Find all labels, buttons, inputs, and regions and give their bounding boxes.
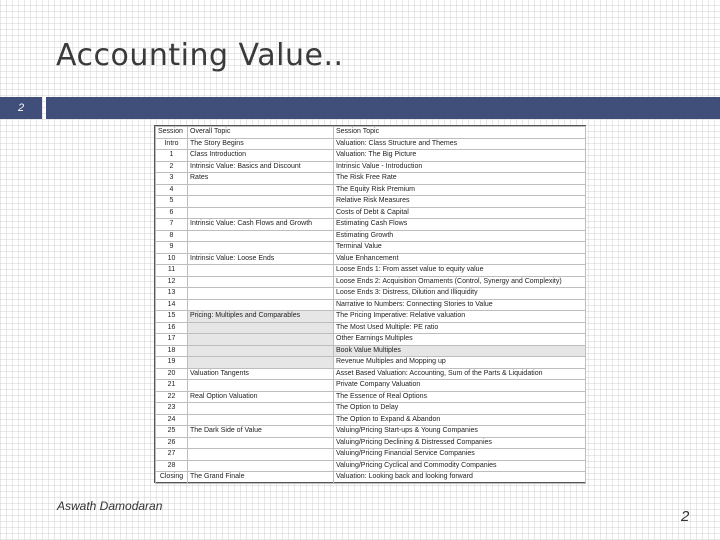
table-row [156, 311, 586, 323]
cell-overall [188, 242, 334, 254]
cell-topic: Valuing/Pricing Financial Service Companies [334, 449, 586, 461]
header-session-topic: Session Topic [334, 127, 586, 139]
table-row [156, 449, 586, 461]
cell-overall [188, 196, 334, 208]
cell-topic: Revenue Multiples and Mopping up [334, 357, 586, 369]
table-row [156, 322, 586, 334]
cell-overall: Intrinsic Value: Loose Ends [188, 253, 334, 265]
slide-title: Accounting Value.. [56, 38, 344, 73]
cell-topic: Estimating Growth [334, 230, 586, 242]
cell-session: 4 [156, 184, 188, 196]
cell-session: 5 [156, 196, 188, 208]
header-overall-topic: Overall Topic [188, 127, 334, 139]
table-row [156, 161, 586, 173]
cell-session: 21 [156, 380, 188, 392]
cell-overall: The Story Begins [188, 138, 334, 150]
cell-session: 8 [156, 230, 188, 242]
page-number-badge-text: 2 [17, 102, 25, 114]
cell-session: 27 [156, 449, 188, 461]
table-row [156, 345, 586, 357]
table-row [156, 196, 586, 208]
cell-overall [188, 207, 334, 219]
cell-topic: The Essence of Real Options [334, 391, 586, 403]
cell-overall [188, 299, 334, 311]
cell-overall: The Grand Finale [188, 472, 334, 484]
cell-topic: Private Company Valuation [334, 380, 586, 392]
cell-session: 22 [156, 391, 188, 403]
cell-overall [188, 345, 334, 357]
cell-session: 19 [156, 357, 188, 369]
table-row [156, 138, 586, 150]
cell-session: 3 [156, 173, 188, 185]
cell-overall: Real Option Valuation [188, 391, 334, 403]
cell-overall: Class Introduction [188, 150, 334, 162]
cell-topic: Loose Ends 1: From asset value to equity value [334, 265, 586, 277]
cell-session: 26 [156, 437, 188, 449]
cell-session: 2 [156, 161, 188, 173]
cell-overall [188, 437, 334, 449]
cell-topic: Relative Risk Measures [334, 196, 586, 208]
cell-overall [188, 380, 334, 392]
cell-overall: Valuation Tangents [188, 368, 334, 380]
table-row [156, 368, 586, 380]
table-row [156, 276, 586, 288]
cell-overall [188, 322, 334, 334]
cell-session: 9 [156, 242, 188, 254]
cell-session: Closing [156, 472, 188, 484]
cell-overall: The Dark Side of Value [188, 426, 334, 438]
cell-session: 17 [156, 334, 188, 346]
cell-overall [188, 288, 334, 300]
cell-topic: The Option to Expand & Abandon [334, 414, 586, 426]
table-row [156, 299, 586, 311]
cell-topic: Book Value Multiples [334, 345, 586, 357]
title-divider-bar [46, 97, 720, 119]
cell-session: 10 [156, 253, 188, 265]
header-session: Session [156, 127, 188, 139]
cell-overall [188, 276, 334, 288]
cell-topic: Valuation: Class Structure and Themes [334, 138, 586, 150]
cell-topic: Loose Ends 3: Distress, Dilution and Illiquidity [334, 288, 586, 300]
cell-overall [188, 334, 334, 346]
table-row [156, 414, 586, 426]
cell-topic: Terminal Value [334, 242, 586, 254]
cell-session: 15 [156, 311, 188, 323]
cell-session: 25 [156, 426, 188, 438]
footer-author: Aswath Damodaran [57, 499, 163, 513]
cell-topic: Estimating Cash Flows [334, 219, 586, 231]
cell-overall [188, 230, 334, 242]
cell-session: 13 [156, 288, 188, 300]
table-row [156, 334, 586, 346]
cell-session: 12 [156, 276, 188, 288]
cell-session: 1 [156, 150, 188, 162]
cell-topic: The Pricing Imperative: Relative valuation [334, 311, 586, 323]
cell-overall: Rates [188, 173, 334, 185]
cell-topic: The Most Used Multiple: PE ratio [334, 322, 586, 334]
cell-topic: Other Earnings Multiples [334, 334, 586, 346]
table-row [156, 184, 586, 196]
cell-topic: Valuation: Looking back and looking forward [334, 472, 586, 484]
cell-overall [188, 449, 334, 461]
cell-session: 11 [156, 265, 188, 277]
schedule-table-image [154, 125, 586, 483]
table-row [156, 403, 586, 415]
table-row [156, 391, 586, 403]
cell-topic: The Risk Free Rate [334, 173, 586, 185]
table-row [156, 472, 586, 484]
cell-session: 7 [156, 219, 188, 231]
cell-session: Intro [156, 138, 188, 150]
cell-session: 14 [156, 299, 188, 311]
cell-overall: Intrinsic Value: Basics and Discount [188, 161, 334, 173]
schedule-table [155, 126, 586, 484]
table-row [156, 288, 586, 300]
cell-topic: Value Enhancement [334, 253, 586, 265]
table-row [156, 219, 586, 231]
cell-topic: Asset Based Valuation: Accounting, Sum of the Parts & Liquidation [334, 368, 586, 380]
cell-overall [188, 414, 334, 426]
cell-session: 28 [156, 460, 188, 472]
cell-session: 24 [156, 414, 188, 426]
cell-topic: The Option to Delay [334, 403, 586, 415]
table-row [156, 230, 586, 242]
table-row [156, 207, 586, 219]
cell-session: 20 [156, 368, 188, 380]
cell-overall: Intrinsic Value: Cash Flows and Growth [188, 219, 334, 231]
table-row [156, 150, 586, 162]
table-row [156, 253, 586, 265]
cell-topic: Loose Ends 2: Acquisition Ornaments (Control, Synergy and Complexity) [334, 276, 586, 288]
table-row [156, 242, 586, 254]
page-number-badge [0, 97, 42, 119]
cell-session: 16 [156, 322, 188, 334]
cell-topic: Valuing/Pricing Start-ups & Young Companies [334, 426, 586, 438]
cell-overall [188, 460, 334, 472]
cell-topic: The Equity Risk Premium [334, 184, 586, 196]
cell-overall [188, 265, 334, 277]
cell-topic: Intrinsic Value - Introduction [334, 161, 586, 173]
table-row [156, 173, 586, 185]
table-header-row [156, 127, 586, 139]
cell-topic: Costs of Debt & Capital [334, 207, 586, 219]
table-body [156, 138, 586, 483]
table-row [156, 265, 586, 277]
cell-topic: Valuation: The Big Picture [334, 150, 586, 162]
cell-session: 6 [156, 207, 188, 219]
footer-page-number: 2 [681, 508, 690, 525]
table-row [156, 437, 586, 449]
cell-session: 18 [156, 345, 188, 357]
cell-overall [188, 357, 334, 369]
cell-topic: Valuing/Pricing Declining & Distressed Companies [334, 437, 586, 449]
table-row [156, 426, 586, 438]
table-row [156, 380, 586, 392]
cell-session: 23 [156, 403, 188, 415]
cell-overall: Pricing: Multiples and Comparables [188, 311, 334, 323]
cell-topic: Valuing/Pricing Cyclical and Commodity Companies [334, 460, 586, 472]
table-row [156, 357, 586, 369]
cell-overall [188, 403, 334, 415]
cell-topic: Narrative to Numbers: Connecting Stories to Value [334, 299, 586, 311]
cell-overall [188, 184, 334, 196]
table-row [156, 460, 586, 472]
